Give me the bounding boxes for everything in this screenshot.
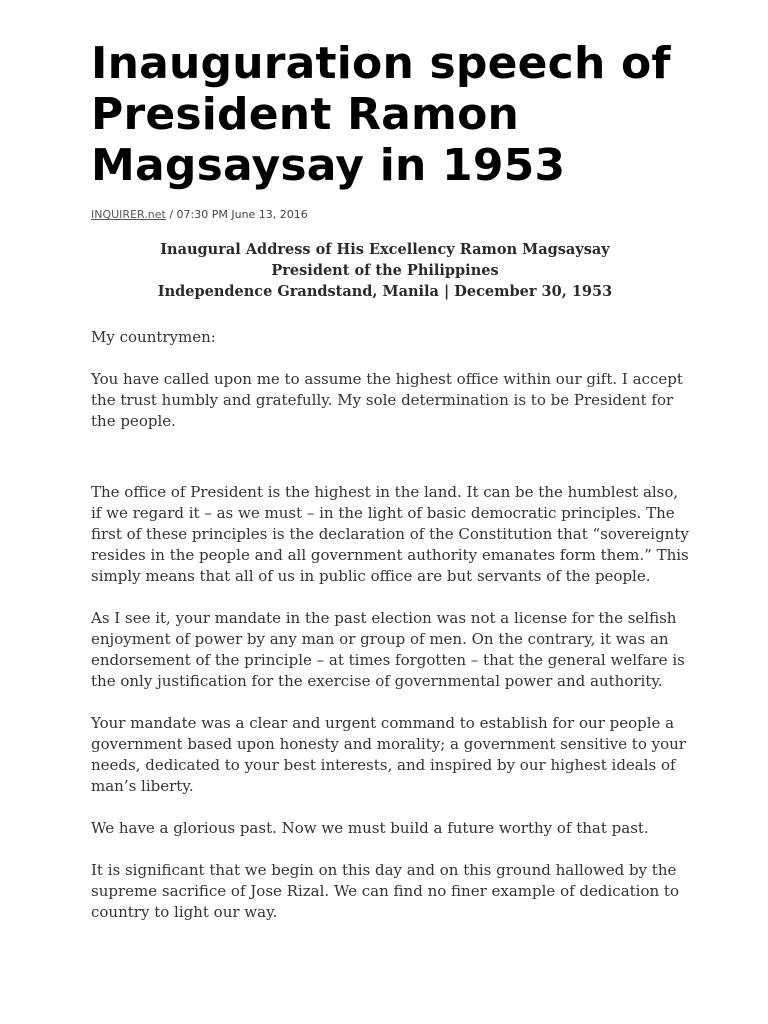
address-title: Inaugural Address of His Excellency Ramon Magsaysay (160, 241, 610, 258)
byline-separator: / (165, 208, 177, 221)
article-body (91, 327, 691, 923)
paragraph: It is significant that we begin on this day and on this ground hallowed by the supreme sacrifice of Jose Rizal. We can find no finer example of dedication to country to light our way. (91, 861, 679, 921)
paragraph: We have a glorious past. Now we must build a future worthy of that past. (91, 819, 649, 837)
paragraph: The office of President is the highest in the land. It can be the humblest also, if we regard it – as we must – in the light of basic democratic principles. The first of these principles is the declaration of the Constitution that “sovereignty resides in the people and all government authority emanates form them.” This simply means that all of us in public office are but servants of the people. (91, 483, 689, 585)
paragraph: You have called upon me to assume the highest office within our gift. I accept the trust humbly and gratefully. My sole determination is to be President for the people. (91, 370, 683, 430)
article-title: Inauguration speech of President Ramon Magsaysay in 1953 (91, 38, 671, 191)
article (91, 38, 691, 923)
address-header (91, 239, 679, 302)
paragraph: My countrymen: (91, 328, 216, 346)
paragraph: Your mandate was a clear and urgent command to establish for our people a government based upon honesty and morality; a government sensitive to your needs, dedicated to your best interests, and inspired by our highest ideals of man’s liberty. (91, 714, 686, 795)
byline (91, 208, 691, 222)
paragraph: As I see it, your mandate in the past election was not a license for the selfish enjoyment of power by any man or group of men. On the contrary, it was an endorsement of the principle – at times forgotten – that the general welfare is the only justification for the exercise of governmental power and authority. (91, 609, 685, 690)
address-venue-date: Independence Grandstand, Manila | December 30, 1953 (157, 283, 613, 300)
publish-datetime: 07:30 PM June 13, 2016 (176, 208, 308, 221)
source-link[interactable]: INQUIRER.net (91, 208, 166, 221)
address-subtitle: President of the Philippines (271, 262, 499, 279)
